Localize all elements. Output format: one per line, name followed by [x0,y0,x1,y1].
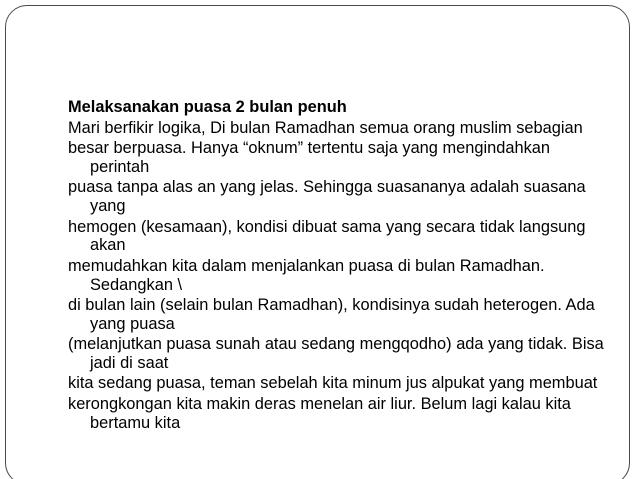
slide-content [68,98,613,434]
paragraph-line: kita sedang puasa, teman sebelah kita minum jus alpukat yang membuat [68,374,598,393]
paragraph-line: puasa tanpa alas an yang jelas. Sehingga suasananya adalah suasana yang [68,178,586,216]
slide-heading: Melaksanakan puasa 2 bulan penuh [68,98,347,116]
paragraph-line: kerongkongan kita makin deras menelan air liur. Belum lagi kalau kita bertamu kita [68,394,571,432]
paragraph-line: hemogen (kesamaan), kondisi dibuat sama yang secara tidak langsung akan [68,217,586,255]
paragraph-line: (melanjutkan puasa sunah atau sedang mengqodho) ada yang tidak. Bisa jadi di saat [68,335,604,372]
paragraph-line: Mari berfikir logika, Di bulan Ramadhan semua orang muslim sebagian [68,118,583,137]
paragraph-line: di bulan lain (selain bulan Ramadhan), kondisinya sudah heterogen. Ada yang puasa [68,296,595,333]
paragraph-line: besar berpuasa. Hanya “oknum” tertentu saja yang mengindahkan perintah [68,139,550,176]
paragraph-line: memudahkan kita dalam menjalankan puasa di bulan Ramadhan. Sedangkan \ [68,256,545,294]
